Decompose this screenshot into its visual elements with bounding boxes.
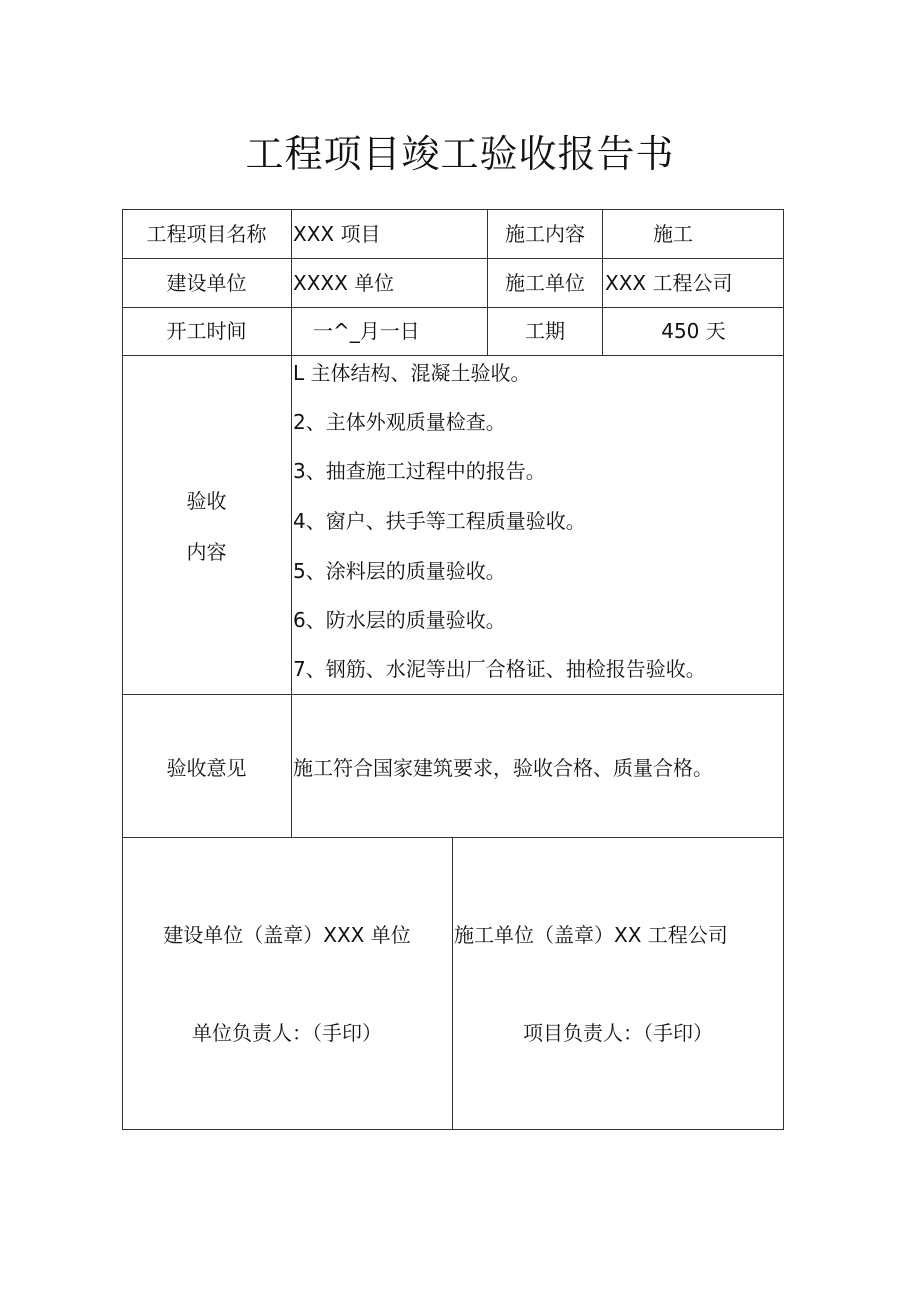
project-name-value: XXX 项目 — [293, 222, 381, 246]
opinion-text: 施工符合国家建筑要求，验收合格、质量合格。 — [293, 756, 713, 780]
inspection-label-line2: 内容 — [186, 540, 227, 564]
inspection-item: 2、主体外观质量检查。 — [293, 410, 506, 434]
inspection-item: 7、钢筋、水泥等出厂合格证、抽检报告验收。 — [293, 657, 706, 681]
row-divider — [122, 837, 784, 838]
row-divider — [122, 694, 784, 695]
column-divider — [452, 837, 453, 1129]
owner-seal-line: 建设单位（盖章）XXX 单位 — [163, 923, 411, 947]
contractor-value: XXX 工程公司 — [605, 271, 733, 295]
inspection-item: L 主体结构、混凝土验收。 — [293, 361, 531, 385]
row-divider — [122, 307, 784, 308]
inspection-item: 3、抽查施工过程中的报告。 — [293, 459, 546, 483]
contractor-signature-line: 项目负责人：（手印） — [523, 1021, 713, 1045]
contractor-seal-line: 施工单位（盖章）XX 工程公司 — [454, 923, 728, 947]
document-title: 工程项目竣工验收报告书 — [245, 132, 675, 176]
row-divider — [122, 355, 784, 356]
owner-signature-line: 单位负责人：（手印） — [192, 1021, 382, 1045]
start-date-value: 一^_月一日 — [313, 319, 420, 343]
duration-label: 工期 — [525, 319, 565, 343]
owner-unit-value: XXXX 单位 — [293, 271, 395, 295]
acceptance-report-table — [122, 209, 784, 1130]
construction-content-value: 施工 — [653, 222, 693, 246]
duration-value: 450 天 — [661, 319, 726, 343]
table-border-bottom — [122, 1129, 784, 1130]
inspection-item: 4、窗户、扶手等工程质量验收。 — [293, 509, 586, 533]
project-name-label: 工程项目名称 — [146, 222, 267, 246]
inspection-label-line1: 验收 — [186, 489, 227, 513]
start-date-label: 开工时间 — [166, 319, 247, 343]
column-divider — [291, 209, 292, 837]
inspection-item: 5、涂料层的质量验收。 — [293, 559, 506, 583]
table-border-right — [783, 209, 784, 1130]
row-divider — [122, 258, 784, 259]
table-border-top — [122, 209, 784, 210]
table-border-left — [122, 209, 123, 1130]
opinion-label: 验收意见 — [166, 756, 247, 780]
construction-content-label: 施工内容 — [505, 222, 585, 246]
inspection-item: 6、防水层的质量验收。 — [293, 608, 506, 632]
contractor-label: 施工单位 — [505, 271, 585, 295]
owner-unit-label: 建设单位 — [166, 271, 247, 295]
